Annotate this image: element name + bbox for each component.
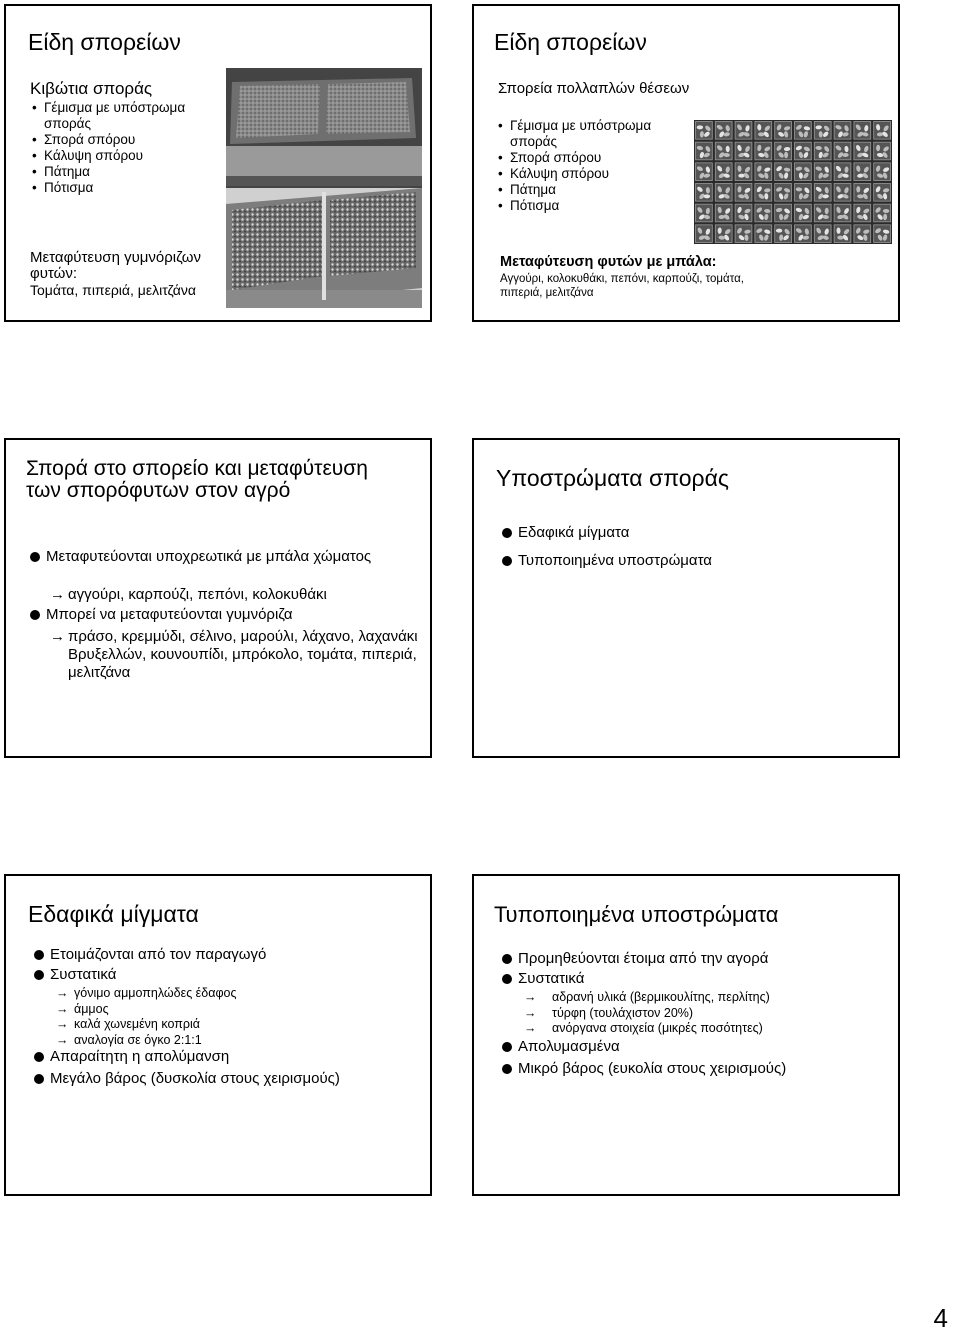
- slide-title: Είδη σπορείων: [28, 29, 181, 55]
- list-item: → αγγούρι, καρπούζι, πεπόνι, κολοκυθάκι: [50, 586, 327, 603]
- bullet-icon: [30, 552, 40, 562]
- list-item: Ετοιμάζονται από τον παραγωγό: [34, 946, 266, 964]
- page-number: 4: [933, 1303, 948, 1333]
- list-item: Μεταφυτεύονται υποχρεωτικά με μπάλα χώματος: [30, 548, 390, 566]
- seed-tray-photo: [226, 68, 422, 308]
- slide-heading: Κιβώτια σποράς: [30, 79, 153, 98]
- list-item: Συστατικά: [34, 966, 116, 984]
- slide-2: [472, 4, 900, 322]
- list-item: Εδαφικά μίγματα: [502, 524, 629, 542]
- list-item: • Κάλυψη σπόρου: [32, 148, 212, 164]
- list-item: • Πότισμα: [32, 180, 212, 196]
- transplant-crops: Αγγούρι, κολοκυθάκι, πεπόνι, καρπούζι, τομάτα, πιπεριά, μελιτζάνα: [500, 273, 744, 299]
- bullet-icon: [502, 954, 512, 964]
- list-item: → ανόργανα στοιχεία (μικρές ποσότητες): [524, 1021, 763, 1035]
- list-item: → καλά χωνεμένη κοπριά: [56, 1017, 200, 1031]
- bullet-icon: [502, 528, 512, 538]
- plug-tray-photo: [694, 120, 892, 244]
- sub-list: [524, 990, 770, 1037]
- list-item: • Σπορά σπόρου: [32, 132, 212, 148]
- list-item: → πράσο, κρεμμύδι, σέλινο, μαρούλι, λάχανο, λαχανάκι Βρυξελλών, κουνουπίδι, μπρόκολο, τομάτα, πιπεριά, μελιτζάνα: [50, 628, 418, 681]
- list-item: → αναλογία σε όγκο 2:1:1: [56, 1032, 202, 1047]
- slide-heading: Σπορεία πολλαπλών θέσεων: [498, 80, 690, 97]
- step-list: [32, 100, 212, 196]
- list-item: Προμηθεύονται έτοιμα από την αγορά: [502, 950, 768, 968]
- arrow-icon: →: [50, 628, 65, 645]
- bullet-icon: [34, 1074, 44, 1084]
- transplant-crops: Τομάτα, πιπεριά, μελιτζάνα: [30, 282, 196, 298]
- arrow-icon: →: [50, 586, 65, 603]
- bullet-icon: [34, 1052, 44, 1062]
- list-item: Μικρό βάρος (ευκολία στους χειρισμούς): [502, 1060, 786, 1078]
- slide-title: Υποστρώματα σποράς: [496, 465, 729, 491]
- list-item: Συστατικά: [502, 970, 584, 988]
- slide-title: Σπορά στο σπορείο και μεταφύτευση των σπορόφυτων στον αγρό: [26, 457, 368, 502]
- bullet-icon: [502, 1042, 512, 1052]
- arrow-icon: →: [56, 1001, 69, 1016]
- list-item: • Σπορά σπόρου: [498, 150, 694, 166]
- slide-4: [472, 438, 900, 758]
- bullet-icon: [34, 950, 44, 960]
- list-item: • Κάλυψη σπόρου: [498, 166, 694, 182]
- list-item: Απολυμασμένα: [502, 1038, 620, 1056]
- list-item: Μεγάλο βάρος (δυσκολία στους χειρισμούς): [34, 1070, 340, 1088]
- bullet-icon: [502, 1064, 512, 1074]
- transplant-label: Μεταφύτευση γυμνόριζων φυτών:: [30, 249, 201, 282]
- list-item: Τυποποιημένα υποστρώματα: [502, 552, 712, 570]
- list-item: • Γέμισμα με υπόστρωμα σποράς: [498, 118, 694, 150]
- list-item: • Γέμισμα με υπόστρωμα σποράς: [32, 100, 212, 132]
- list-item: → άμμος: [56, 1001, 109, 1016]
- arrow-icon: →: [524, 1021, 537, 1035]
- arrow-icon: →: [56, 1017, 69, 1031]
- slide-5: [4, 874, 432, 1196]
- list-item: Απαραίτητη η απολύμανση: [34, 1048, 229, 1066]
- bullet-icon: [502, 974, 512, 984]
- sub-list: [56, 986, 237, 1048]
- slide-1: [4, 4, 432, 322]
- list-item: • Πάτημα: [32, 164, 212, 180]
- list-item: → τύρφη (τουλάχιστον 20%): [524, 1005, 694, 1020]
- list-item: Μπορεί να μεταφυτεύονται γυμνόριζα: [30, 606, 390, 624]
- list-item: → αδρανή υλικά (βερμικουλίτης, περλίτης): [524, 990, 770, 1004]
- bullet-icon: [34, 970, 44, 980]
- arrow-icon: →: [56, 986, 69, 1000]
- bullet-icon: [30, 610, 40, 620]
- slide-3: [4, 438, 432, 758]
- arrow-icon: →: [524, 1005, 537, 1020]
- step-list: [498, 118, 694, 214]
- arrow-icon: →: [524, 990, 537, 1004]
- bullet-icon: [502, 556, 512, 566]
- arrow-icon: →: [56, 1032, 69, 1047]
- slide-title: Εδαφικά μίγματα: [28, 901, 199, 927]
- slide-title: Είδη σπορείων: [494, 29, 647, 55]
- list-item: → γόνιμο αμμοπηλώδες έδαφος: [56, 986, 237, 1000]
- list-item: • Πάτημα: [498, 182, 694, 198]
- list-item: • Πότισμα: [498, 198, 694, 214]
- transplant-label: Μεταφύτευση φυτών με μπάλα:: [500, 254, 717, 270]
- slide-title: Τυποποιημένα υποστρώματα: [494, 902, 779, 927]
- slide-6: [472, 874, 900, 1196]
